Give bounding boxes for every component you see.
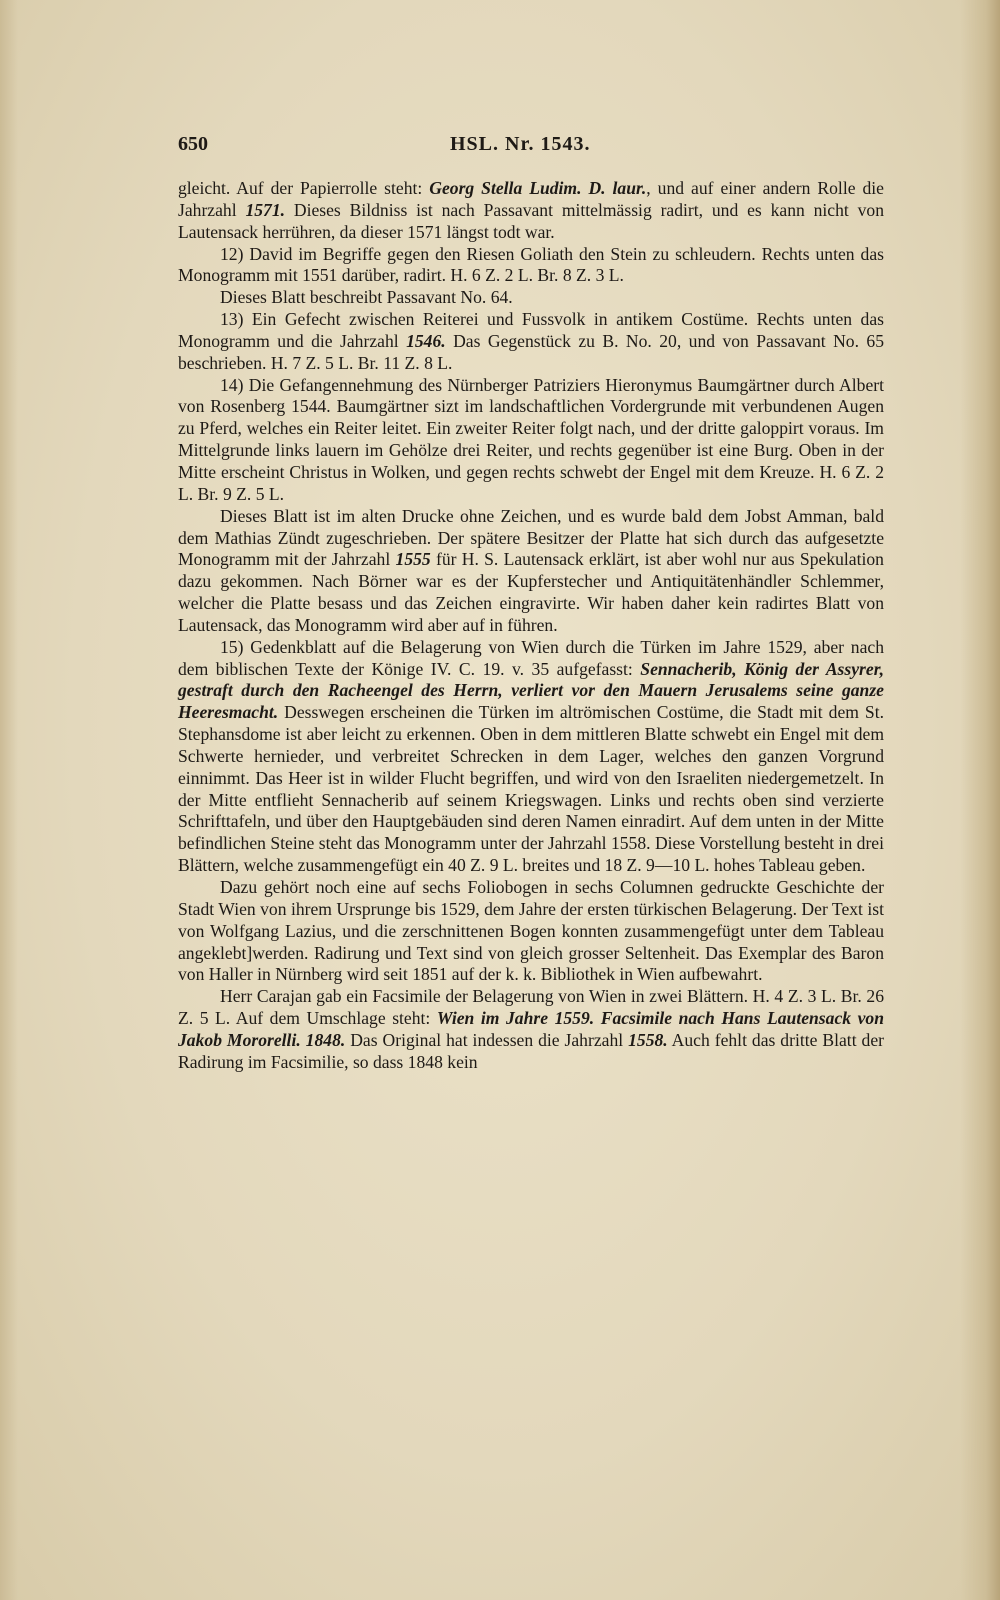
paragraph-history-text: Dazu gehört noch eine auf sechs Foliobogen in sechs Columnen gedruckte Geschichte der Stadt Wien von ihrem Ursprunge bis 1529, dem Jahre der ersten türkischen Belagerung. Der Text ist von Wolfgang Lazius, und die zerschnittenen Bogen konnten zusammengefügt unter dem Tableau angeklebt]werden. Radirung und Text sind von gleich grosser Seltenheit. Das Exemplar des Baron von Haller in Nürnberg wird seit 1851 auf der k. k. Bibliothek in Wien aufbewahrt. xyxy=(178,877,884,985)
paragraph-entry-13: 13) Ein Gefecht zwischen Reiterei und Fussvolk in antikem Costüme. Rechts unten das Monogramm und die Jahrzahl 1546. Das Gegenstück zu B. No. 20, und von Passavant No. 65 beschrieben. H. 7 Z. 5 L. Br. 11 Z. 8 L. xyxy=(178,309,884,373)
paragraph-continuation: gleicht. Auf der Papierrolle steht: Georg Stella Ludim. D. laur., und auf einer andern Rolle die Jahrzahl 1571. Dieses Bildniss ist nach Passavant mittelmässig radirt, und es kann nicht von Lautensack herrühren, da dieser 1571 längst todt war. xyxy=(178,178,885,242)
year-text: 1555 xyxy=(395,549,431,570)
year-text: 1546. xyxy=(406,330,446,351)
inscription-text: Georg Stella Ludim. D. laur. xyxy=(429,178,647,198)
page-header xyxy=(178,133,884,161)
paragraph-entry-15: 15) Gedenkblatt auf die Belagerung von Wien durch die Türken im Jahre 1529, aber nach dem biblischen Texte der Könige IV. C. 19. v. 35 aufgefasst: Sennacherib, König der Assyrer, gestraft durch den Racheengel des Herrn, verliert vor den Mauern Jerusalems seine ganze Heeresmacht. Desswegen erscheinen die Türken im altrömischen Costüme, die Stadt mit dem St. Stephansdome ist aber leicht zu erkennen. Oben in dem mittleren Blatte schwebt ein Engel mit dem Schwerte hernieder, und verbreitet Schrecken in dem Lager, welches den ganzen Vorgrund einnimmt. Das Heer ist in wilder Flucht begriffen, und wird von den Israeliten niedergemetzelt. In der Mitte entflieht Sennacherib auf seinem Kriegswagen. Links und rechts oben sind verzierte Schrifttafeln, und über den Hauptgebäuden sind deren Namen einradirt. Auf dem unten in der Mitte befindlichen Steine steht das Monogramm unter der Jahrzahl 1558. Diese Vorstellung besteht in drei Blättern, welche zusammengefügt ein 40 Z. 9 L. breites und 18 Z. 9—10 L. hohes Tableau geben. xyxy=(178,636,884,876)
page-left-shadow xyxy=(0,0,18,1600)
paragraph-facsimile: Herr Carajan gab ein Facsimile der Belagerung von Wien in zwei Blättern. H. 4 Z. 3 L. Br. 26 Z. 5 L. Auf dem Umschlage steht: Wien im Jahre 1559. Facsimile nach Hans Lautensack von Jakob Mororelli. 1848. Das Original hat indessen die Jahrzahl 1558. Auch fehlt das dritte Blatt der Radirung im Facsimilie, so dass 1848 kein xyxy=(178,986,884,1072)
paragraph-note-14: Dieses Blatt ist im alten Drucke ohne Zeichen, und es wurde bald dem Jobst Amman, bald dem Mathias Zündt zugeschrieben. Der spätere Besitzer der Platte hat sich durch das aufgesetzte Monogramm mit der Jahrzahl 1555 für H. S. Lautensack erklärt, ist aber wohl nur aus Spekulation dazu gekommen. Nach Börner war es der Kupferstecher und Antiquitätenhändler Schlemmer, welcher die Platte besass und das Zeichen eingravirte. Wir haben daher kein radirtes Blatt von Lautensack, das Monogramm wird aber auf in führen. xyxy=(178,505,884,635)
quoted-title: Sennacherib, König der Assyrer, gestraft durch den Racheengel des Herrn, verliert vor den Mauern Jerusalems seine ganze Heeresmacht. xyxy=(178,658,884,723)
page-right-shadow xyxy=(960,0,1000,1600)
quoted-title: Wien im Jahre 1559. Facsimile nach Hans Lautensack von Jakob Mororelli. 1848. xyxy=(178,1008,884,1050)
year-text: 1571. xyxy=(245,199,286,220)
paragraph-entry-12: 12) David im Begriffe gegen den Riesen Goliath den Stein zu schleudern. Rechts unten das Monogramm mit 1551 darüber, radirt. H. 6 Z. 2 L. Br. 8 Z. 3 L. xyxy=(178,243,884,286)
paragraph-note-12: Dieses Blatt beschreibt Passavant No. 64. xyxy=(220,287,513,308)
page-number: 650 xyxy=(178,133,208,155)
text-body xyxy=(178,178,884,1074)
paragraph-entry-14: 14) Die Gefangennehmung des Nürnberger Patriziers Hieronymus Baumgärtner durch Albert von Rosenberg 1544. Baumgärtner sizt im landschaftlichen Vordergrunde mit verbundenen Augen zu Pferd, welches ein Reiter leitet. Ein zweiter Reiter folgt nach, und der dritte galoppirt voraus. Im Mittelgrunde links lauern im Gehölze drei Reiter, und rechts gegenüber ist eine Burg. Oben in der Mitte erscheint Christus in Wolken, und gegen rechts schwebt der Engel mit dem Kreuze. H. 6 Z. 2 L. Br. 9 Z. 5 L. xyxy=(178,374,884,504)
running-head: HSL. Nr. 1543. xyxy=(450,133,591,155)
year-text: 1558. xyxy=(628,1029,668,1050)
